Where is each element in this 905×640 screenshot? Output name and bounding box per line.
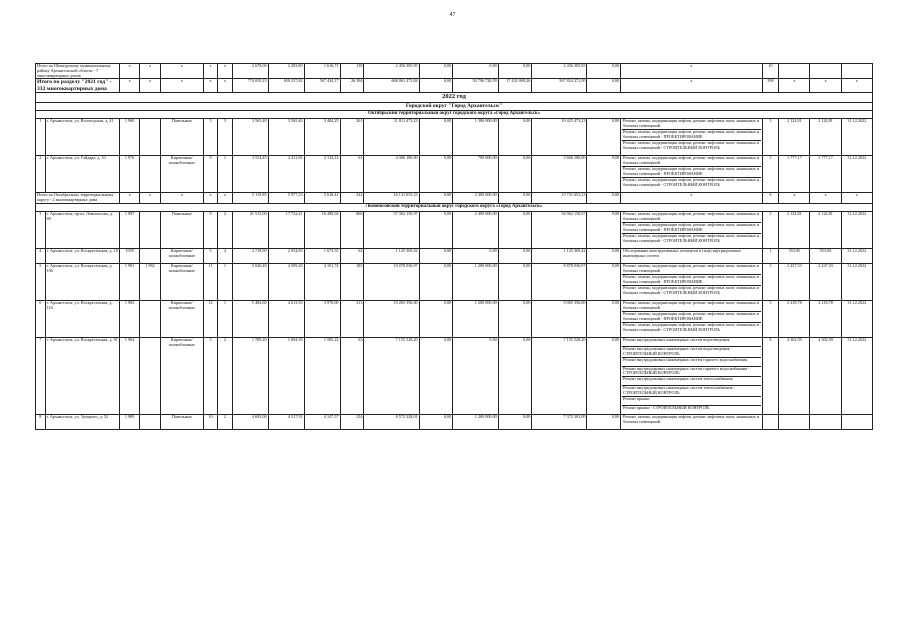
table-row (36, 156, 873, 193)
work-item: Ремонт внутридомовых инженерных систем водоотведения (622, 338, 760, 347)
house-address: г. Архангельск, ул. Гайдара, д. 10 (45, 156, 119, 193)
table-cell: х (140, 193, 160, 204)
table-cell: 63 (340, 337, 364, 414)
summary-label: Итого по Октябрьскому территориальному округу - 2 многоквартирных дома (36, 193, 120, 204)
row-number: 8 (36, 414, 46, 429)
year-heading: 2022 год (36, 93, 873, 103)
table-cell: 1 789,20 (232, 337, 268, 414)
table-cell: 2 678,00 (232, 64, 268, 79)
table-cell: 553,05 (779, 248, 810, 263)
table-cell: х (621, 193, 762, 204)
table-cell: 5 484,60 (232, 300, 268, 337)
table-row (36, 337, 873, 414)
table-cell: 2 124,81 (810, 119, 841, 156)
table-cell: 4 366 180,00 (364, 156, 419, 193)
table-cell: 1 960 (119, 119, 139, 156)
table-cell: 2 (218, 337, 232, 414)
table-cell: 7 155 528,20 (532, 337, 587, 414)
table-cell (140, 119, 160, 156)
row-number: 7 (36, 337, 46, 414)
table-cell: 9 (203, 211, 217, 248)
table-cell (140, 414, 160, 429)
table-cell: 0,00 (419, 248, 453, 263)
table-cell: 3 970,00 (304, 300, 340, 337)
house-address: г. Архангельск, ул. Воскресенская, д. 110 (45, 300, 119, 337)
table-cell: 1 386 000,00 (453, 119, 499, 156)
table-cell: 2 124,81 (810, 211, 841, 248)
work-types (621, 263, 762, 300)
table-cell: 2 456 305,95 (364, 64, 419, 79)
table-cell: 3 (762, 263, 779, 300)
table-row (36, 93, 873, 103)
work-item: Ремонт крыши - СТРОИТЕЛЬНЫЙ КОНТРОЛЬ (623, 404, 710, 410)
table-cell: 3 (762, 211, 779, 248)
work-item: Ремонт, замена, модернизация лифтов, ремонт лифтовых шахт, машинных и блочных помещений - ПРОЕКТИРОВАНИЕ (622, 130, 760, 141)
table-cell: х (621, 79, 762, 93)
table-cell: 4 509,20 (268, 263, 304, 300)
table-cell: 2 (218, 211, 232, 248)
table-cell: 13 731 653,23 (532, 193, 587, 204)
table-cell: 2 237,53 (810, 263, 841, 300)
table-cell: 3 (218, 119, 232, 156)
table-cell: 0,00 (419, 337, 453, 414)
table-cell: 0,00 (587, 248, 621, 263)
table-cell: 1 982 (140, 263, 160, 300)
table-cell: х (140, 64, 160, 79)
table-cell: 7 372 303,00 (532, 414, 587, 429)
table-cell: х (203, 193, 217, 204)
table-cell: 31.12.2022 (841, 248, 872, 263)
table-cell: 31.12.2022 (841, 119, 872, 156)
table-cell: 10 (762, 64, 779, 79)
row-number: 1 (36, 119, 46, 156)
table-cell: 11 (203, 263, 217, 300)
table-cell: 567 824 371,50 (532, 79, 587, 93)
table-cell: х (841, 79, 872, 93)
table-cell: х (203, 64, 217, 79)
work-item: Ремонт, замена, модернизация лифтов, ремонт лифтовых шахт, машинных и блочных помещений - СТРОИТЕЛЬНЫЙ КОНТРОЛЬ (623, 140, 760, 151)
table-row (36, 211, 873, 248)
table-cell: 650 237,82 (268, 79, 304, 93)
table-cell: 0,00 (419, 300, 453, 337)
house-address: г. Архангельск, ул. Воскресенская, д. 106 (45, 263, 119, 300)
table-cell: 92 796 726,59 (453, 79, 499, 93)
table-cell: 61 (340, 156, 364, 193)
table-cell: 1 200 000,00 (453, 414, 499, 429)
table-cell: 774 050,23 (232, 79, 268, 93)
work-item: Ремонт внутридомовых инженерных систем теплоснабжения - СТРОИТЕЛЬНЫЙ КОНТРОЛЬ (622, 386, 760, 397)
wall-material: Панельные (160, 414, 203, 429)
work-types (621, 414, 762, 429)
table-cell: 0,00 (587, 79, 621, 93)
table-cell: 31.12.2022 (841, 211, 872, 248)
table-cell: 700 000,00 (453, 156, 499, 193)
wall-material: Кирпичные/ шлакоблочные (160, 263, 203, 300)
table-cell: 1 777,17 (779, 156, 810, 193)
table-cell: 1 989 (119, 414, 139, 429)
table-cell: 31.12.2022 (841, 263, 872, 300)
table-cell (810, 414, 841, 429)
table-cell: 0,00 (419, 119, 453, 156)
table-row (36, 79, 873, 93)
page-number: 47 (449, 12, 456, 18)
table-cell: 31.12.2022 (841, 300, 872, 337)
table-cell: х (119, 193, 139, 204)
table-cell: 866 (340, 211, 364, 248)
house-address: г. Архангельск, ул. Урицкого, д. 52 (45, 414, 119, 429)
table-cell: 0,00 (498, 64, 532, 79)
table-cell: 26 394 (340, 79, 364, 93)
table-cell: 10 425 473,23 (532, 119, 587, 156)
wall-material: Панельные (160, 211, 203, 248)
table-cell: 1 (218, 156, 232, 193)
work-item: Обследование конструктивных элементов и (или) внутридомовых инженерных систем (623, 248, 741, 258)
work-item: Ремонт, замена, модернизация лифтов, ремонт лифтовых шахт, машинных и блочных помещений (622, 301, 760, 312)
table-cell (810, 64, 841, 79)
table-cell: х (810, 79, 841, 93)
table-cell: 0,00 (587, 337, 621, 414)
work-item: Ремонт, замена, модернизация лифтов, ремонт лифтовых шахт, машинных и блочных помещений (622, 212, 760, 223)
table-cell: 2 134,12 (304, 156, 340, 193)
table-cell: х (218, 193, 232, 204)
row-number: 3 (36, 211, 46, 248)
table-cell: 1 125 369,42 (364, 248, 419, 263)
table-cell: 2 124,81 (779, 119, 810, 156)
table-cell: 12 (203, 300, 217, 337)
table-cell: 0,00 (498, 211, 532, 248)
table-cell: х (779, 193, 810, 204)
table-cell: 2 718,90 (232, 248, 268, 263)
table-cell (762, 414, 779, 429)
table-cell: 4 101,74 (304, 263, 340, 300)
table-cell: 7 155 528,20 (364, 337, 419, 414)
table-cell: 2 218,78 (810, 300, 841, 337)
wall-material: Кирпичные/ шлакоблочные (160, 248, 203, 263)
table-cell: 4 302,59 (779, 337, 810, 414)
work-types (621, 337, 762, 414)
table-cell: 3 484,25 (304, 119, 340, 156)
work-types (621, 211, 762, 248)
work-item: Ремонт, замена, модернизация лифтов, ремонт лифтовых шахт, машинных и блочных помещений - ПРОЕКТИРОВАНИЕ (622, 312, 760, 323)
table-cell: 3 666 180,00 (532, 156, 587, 193)
table-cell: 1 904 (119, 337, 139, 414)
table-cell: 2 218,78 (779, 300, 810, 337)
table-cell: 0,00 (587, 211, 621, 248)
table-cell: 1 200 000,00 (453, 300, 499, 337)
table-cell: 254 (340, 414, 364, 429)
table-cell: 10 078 036,97 (364, 263, 419, 300)
capital-repair-table (35, 63, 873, 430)
work-item: Ремонт внутридомовых инженерных систем водоотведения - СТРОИТЕЛЬНЫЙ КОНТРОЛЬ (622, 347, 760, 358)
house-address: г. Архангельск, ул. Воскресенская, д. 91 (45, 337, 119, 414)
row-number: 2 (36, 156, 46, 193)
table-cell: 2 400 000,00 (453, 193, 499, 204)
table-cell: 3 (762, 156, 779, 193)
table-cell: 0,00 (453, 337, 499, 414)
table-cell: 8 878 036,97 (532, 263, 587, 300)
wall-material: Кирпичные/ шлакоблочные (160, 300, 203, 337)
table-row (36, 414, 873, 429)
table-cell: 3 554,45 (232, 156, 268, 193)
okrug-heading: Октябрьский территориальный округ городского округа «Город Архангельск» (36, 111, 873, 119)
table-cell: 0,00 (453, 248, 499, 263)
table-cell: 31.12.2022 (841, 156, 872, 193)
table-cell: 21 515,00 (232, 211, 268, 248)
work-item: Ремонт, замена, модернизация лифтов, ремонт лифтовых шахт, машинных и блочных помещений - СТРОИТЕЛЬНЫЙ КОНТРОЛЬ (623, 177, 760, 188)
table-cell: 31.12.2022 (841, 337, 872, 414)
okrug-heading: Ломоносовский территориальный округ городского округа «Город Архангельск» (36, 203, 873, 211)
table-cell: 1 616,71 (304, 64, 340, 79)
table-cell: 0,00 (498, 119, 532, 156)
table-cell (140, 300, 160, 337)
table-cell: х (841, 193, 872, 204)
work-item: Ремонт крыши (622, 397, 760, 406)
table-cell: 9 065 356,00 (532, 300, 587, 337)
table-cell: 668 061 473,84 (364, 79, 419, 93)
table-cell: 10 (203, 414, 217, 429)
table-cell: 0,00 (587, 119, 621, 156)
table-cell: 0,00 (419, 79, 453, 93)
table-cell: 2 237,53 (779, 263, 810, 300)
table-cell: х (779, 79, 810, 93)
table-cell: 0,00 (498, 248, 532, 263)
table-cell: 3 (762, 300, 779, 337)
table-cell: 0,00 (419, 156, 453, 193)
table-cell: 261 (340, 119, 364, 156)
table-cell: х (203, 79, 217, 93)
table-cell: 0,00 (498, 337, 532, 414)
table-cell: 4 147,57 (304, 414, 340, 429)
table-cell: 1 (218, 300, 232, 337)
table-cell: 0,00 (587, 156, 621, 193)
table-cell: 0,00 (498, 263, 532, 300)
table-cell: 0,00 (419, 193, 453, 204)
table-cell (779, 414, 810, 429)
table-cell: 1 (762, 248, 779, 263)
table-cell: 5 119,85 (232, 193, 268, 204)
table-cell: 0,00 (587, 263, 621, 300)
table-cell: 9 (203, 156, 217, 193)
table-cell: 2 203,80 (268, 64, 304, 79)
table-row (36, 300, 873, 337)
work-item: Ремонт, замена, модернизация лифтов, ремонт лифтовых шахт, машинных и блочных помещений - ПРОЕКТИРОВАНИЕ (622, 223, 760, 234)
table-cell: 11 811 473,23 (364, 119, 419, 156)
table-row (36, 103, 873, 111)
table-cell: 1 982 (119, 300, 139, 337)
row-number: 4 (36, 248, 46, 263)
table-cell: х (218, 64, 232, 79)
table-cell: 0,00 (587, 300, 621, 337)
table-cell: 0,00 (419, 414, 453, 429)
row-number: 6 (36, 300, 46, 337)
table-cell (841, 414, 872, 429)
work-item: Ремонт, замена, модернизация лифтов, ремонт лифтовых шахт, машинных и блочных помещений (622, 156, 760, 167)
table-cell: 5 618,41 (304, 193, 340, 204)
table-cell: 0,00 (498, 156, 532, 193)
table-cell: 185 (340, 263, 364, 300)
work-item: Ремонт, замена, модернизация лифтов, ремонт лифтовых шахт, машинных и блочных помещений (623, 414, 760, 424)
table-cell (140, 248, 160, 263)
table-cell: 8 (762, 337, 779, 414)
table-cell: 2 456 305,95 (532, 64, 587, 79)
work-item: Ремонт, замена, модернизация лифтов, ремонт лифтовых шахт, машинных и блочных помещений - СТРОИТЕЛЬНЫЙ КОНТРОЛЬ (623, 321, 760, 332)
table-cell: х (810, 193, 841, 204)
table-cell: 1 125 369,42 (532, 248, 587, 263)
table-cell: 0,00 (587, 414, 621, 429)
table-cell: 1 673,35 (304, 248, 340, 263)
work-item: Ремонт, замена, модернизация лифтов, ремонт лифтовых шахт, машинных и блочных помещений (622, 119, 760, 130)
table-cell: 5 (203, 248, 217, 263)
table-cell: 34 962 150,97 (532, 211, 587, 248)
work-types (621, 156, 762, 193)
table-cell: х (119, 64, 139, 79)
table-cell: 1 200 000,00 (453, 263, 499, 300)
table-cell: 4 517,91 (268, 414, 304, 429)
table-cell (779, 64, 810, 79)
work-types (621, 119, 762, 156)
table-cell: 5 (203, 119, 217, 156)
table-cell: х (160, 64, 203, 79)
table-cell (140, 337, 160, 414)
table-cell: 3 565,40 (268, 119, 304, 156)
table-cell: 0,00 (498, 300, 532, 337)
table-row (36, 263, 873, 300)
work-item: Ремонт внутридомовых инженерных систем горячего водоснабжения - СТРОИТЕЛЬНЫЙ КОНТРОЛЬ (622, 367, 760, 378)
table-cell (140, 156, 160, 193)
wall-material: Кирпичные/ шлакоблочные (160, 156, 203, 193)
table-row (36, 203, 873, 211)
table-cell: 5 977,23 (268, 193, 304, 204)
table-cell: 4 302,59 (810, 337, 841, 414)
table-cell: 0,00 (419, 263, 453, 300)
table-cell: 0,00 (419, 64, 453, 79)
table-cell: 10 265 356,00 (364, 300, 419, 337)
table-cell: 0,00 (419, 211, 453, 248)
table-cell: 1 976 (119, 156, 139, 193)
table-cell: 3 565,40 (232, 119, 268, 156)
table-cell: 17 432 069,26 (498, 79, 532, 93)
municipality-heading: Городской округ "Город Архангельск" (36, 103, 873, 111)
table-cell: 1 777,17 (810, 156, 841, 193)
work-item: Ремонт, замена, модернизация лифтов, ремонт лифтовых шахт, машинных и блочных помещений (622, 264, 760, 275)
table-row (36, 64, 873, 79)
table-cell: 4 692,00 (232, 414, 268, 429)
table-cell (140, 211, 160, 248)
table-cell: 6 (762, 193, 779, 204)
table-cell: 2 400 000,00 (453, 211, 499, 248)
table-cell: 1 987 (119, 211, 139, 248)
table-cell: 4 (218, 248, 232, 263)
table-cell: 3 (203, 337, 217, 414)
row-number: 5 (36, 263, 46, 300)
table-row (36, 111, 873, 119)
table-cell: 2 411,83 (268, 156, 304, 193)
table-cell: 0,00 (498, 193, 532, 204)
table-cell: 1 585,22 (304, 337, 340, 414)
work-item: Ремонт, замена, модернизация лифтов, ремонт лифтовых шахт, машинных и блочных помещений - СТРОИТЕЛЬНЫЙ КОНТРОЛЬ (623, 284, 760, 295)
table-cell: 3 (762, 119, 779, 156)
summary-label: Итого по разделу "2021 год" - 332 многоквартирных дома (36, 79, 120, 93)
house-address: г. Архангельск, пр-кт. Ломоносова, д. 69 (45, 211, 119, 248)
table-cell: 138 (340, 64, 364, 79)
table-cell: 1959 (119, 248, 139, 263)
table-cell: 213 (340, 300, 364, 337)
table-cell: 2 054,85 (268, 248, 304, 263)
table-cell: 567 434,17 (304, 79, 340, 93)
work-item: Ремонт внутридомовых инженерных систем теплоснабжения (622, 377, 760, 386)
table-cell: 0,00 (498, 414, 532, 429)
table-row (36, 193, 873, 204)
house-address: г. Архангельск, ул. Воскресенская, д. 10 (45, 248, 119, 263)
table-cell: 398 (762, 79, 779, 93)
table-cell: 5 046,40 (232, 263, 268, 300)
table-cell: 4 613,50 (268, 300, 304, 337)
table-cell: 1 (218, 263, 232, 300)
house-address: г. Архангельск, ул. Вологодская, д. 41 (45, 119, 119, 156)
table-cell: 553,06 (810, 248, 841, 263)
work-item: Ремонт внутридомовых инженерных систем горячего водоснабжения (622, 358, 760, 367)
table-cell: 37 362 150,97 (364, 211, 419, 248)
table-cell: 0,00 (587, 64, 621, 79)
table-cell: 322 (340, 193, 364, 204)
table-cell: 17 732,41 (268, 211, 304, 248)
table-cell (841, 64, 872, 79)
table-cell: 0,00 (587, 193, 621, 204)
table-cell: 1 981 (119, 263, 139, 300)
table-cell: 2 (218, 414, 232, 429)
work-types (621, 300, 762, 337)
table-cell: 62 (340, 248, 364, 263)
work-types (621, 248, 762, 263)
table-row (36, 248, 873, 263)
wall-material: Панельные (160, 119, 203, 156)
table-cell: 16 131 653,23 (364, 193, 419, 204)
work-item: Ремонт, замена, модернизация лифтов, ремонт лифтовых шахт, машинных и блочных помещений - ПРОЕКТИРОВАНИЕ (622, 167, 760, 178)
table-cell: х (621, 64, 762, 79)
wall-material: Кирпичные/ шлакоблочные (160, 337, 203, 414)
work-item: Ремонт, замена, модернизация лифтов, ремонт лифтовых шахт, машинных и блочных помещений - СТРОИТЕЛЬНЫЙ КОНТРОЛЬ (623, 232, 760, 243)
table-cell: х (140, 79, 160, 93)
table-cell: х (160, 193, 203, 204)
table-row (36, 119, 873, 156)
table-cell: х (160, 79, 203, 93)
table-cell: х (119, 79, 139, 93)
work-item: Ремонт, замена, модернизация лифтов, ремонт лифтовых шахт, машинных и блочных помещений - ПРОЕКТИРОВАНИЕ (622, 275, 760, 286)
table-cell: х (218, 79, 232, 93)
summary-label: Итого по Шенкурскому муниципальному району Архангельской области - 7 многоквартирных домов (36, 64, 120, 79)
table-cell: 0,00 (453, 64, 499, 79)
table-cell: 1 694,50 (268, 337, 304, 414)
table-cell: 8 572 328,01 (364, 414, 419, 429)
table-cell: 2 124,81 (779, 211, 810, 248)
table-cell: 16 490,02 (304, 211, 340, 248)
